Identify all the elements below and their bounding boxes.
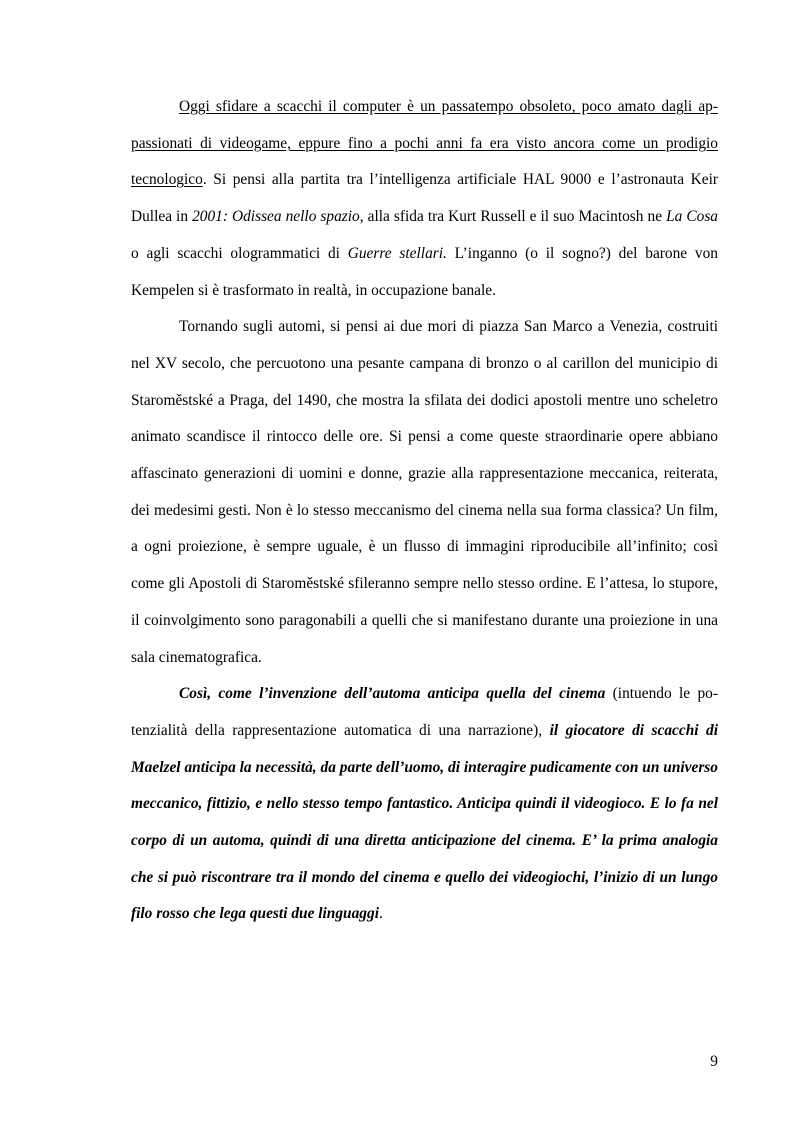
- text-segment: Oggi sfidare a scacchi il computer è un passatempo obsoleto, poco amato dagli appassionati di videogame, eppure fino a pochi anni fa era visto ancora come un prodigio tecnologico: [131, 98, 718, 189]
- page-number: 9: [710, 1053, 718, 1070]
- paragraph-conclusion: [131, 676, 718, 933]
- film-title: La Cosa: [666, 208, 719, 226]
- text-segment: .: [378, 905, 383, 923]
- film-title: 2001: Odissea nello spazio: [192, 208, 360, 226]
- text-segment: o agli scacchi ologrammatici di: [131, 244, 348, 262]
- emphasis-segment: Così, come l’invenzione dell’automa anticipa quella del cinema: [179, 685, 606, 703]
- emphasis-segment: il giocatore di scacchi di Maelzel anticipa la necessità, da parte dell’uomo, di interagire pudicamente con un universo meccanico, fittizio, e nello stesso tempo fantastico. Anticipa quindi il videogioco. E lo fa nel corpo di un automa, quindi di una diretta anticipazione del cinema. E’ la prima analogia che si può riscontrare tra il mondo del cinema e quello dei videogiochi, l’inizio di un lungo filo rosso che lega questi due linguaggi: [131, 721, 718, 923]
- text-segment: L’inganno (o il sogno?) del barone von Kempelen si è trasformato in realtà, in occupazione banale.: [131, 244, 718, 299]
- text-segment: . Si pensi alla partita tra l’intelligenza artificiale HAL 9000 e l’astronauta Keir Dullea in: [131, 171, 718, 226]
- film-title: Guerre stellari.: [347, 244, 447, 262]
- text-segment: , alla sfida tra Kurt Russell e il suo Macintosh ne: [359, 208, 667, 226]
- page-body: [131, 89, 718, 933]
- paragraph-automata: [131, 309, 718, 676]
- text-segment: Tornando sugli automi, si pensi ai due mori di piazza San Marco a Venezia, costruiti nel XV secolo, che percuotono una pesante campana di bronzo o al carillon del municipio di Staroměstské a Praga, del 1490, che mostra la sfilata dei dodici apostoli mentre uno scheletro animato scandisce il rintocco delle ore. Si pensi a come queste straordinarie opere abbiano affascinato generazioni di uomini e donne, grazie alla rappresentazione meccanica, reiterata, dei medesimi gesti. Non è lo stesso meccanismo del cinema nella sua forma classica? Un film, a ogni proiezione, è sempre uguale, è un flusso di immagini riproducibile all’infinito; così come gli Apostoli di Staroměstské sfileranno sempre nello stesso ordine. E l’attesa, lo stupore, il coinvolgimento sono paragonabili a quelli che si manifestano durante una proiezione in una sala cinematografica.: [131, 318, 718, 666]
- text-segment: (intuendo le potenzialità della rappresentazione automatica di una narrazione),: [131, 685, 718, 739]
- paragraph-chess-computer: [131, 89, 718, 309]
